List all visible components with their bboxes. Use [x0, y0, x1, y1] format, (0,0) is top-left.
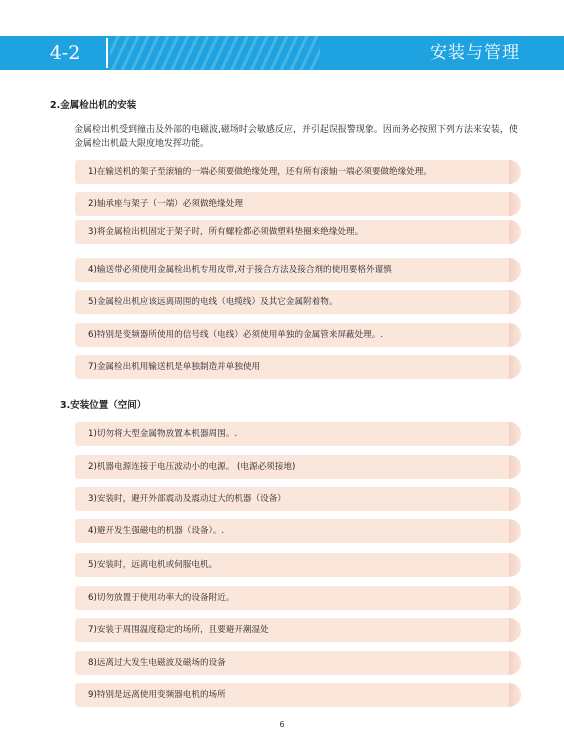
location-item-7-text: 7)安装于周围温度稳定的场所，且要避开潮湿处: [88, 625, 269, 635]
location-item-7: [75, 618, 521, 642]
location-item-9: [75, 683, 521, 707]
install-item-4-text: 4)输送带必须使用金属检出机专用皮带,对于接合方法及接合剂的使用要格外谨慎: [88, 265, 392, 275]
location-item-6-text: 6)切勿放置于使用功率大的设备附近。: [88, 593, 235, 603]
location-item-1: [75, 422, 521, 446]
install-item-4: [75, 258, 521, 282]
location-item-8-text: 8)远离过大发生电磁波及磁场的设备: [88, 658, 226, 668]
location-item-3: [75, 487, 521, 511]
location-item-1-text: 1)切勿将大型金属物放置本机器周围。.: [88, 429, 238, 439]
chapter-code: 4-2: [49, 42, 81, 64]
section-2-intro: 金属检出机受到撞击及外部的电磁波,磁场时会敏感反应，并引起误报警现象。因而务必按照下列方法来安装，使金属检出机最大限度地发挥功能。: [74, 125, 518, 149]
install-item-2-text: 2)轴承座与架子（一端）必须做绝缘处理: [88, 199, 243, 209]
section-3-heading: 3.安装位置（空间）: [60, 400, 147, 411]
location-item-5-text: 5)安装时，远离电机或伺服电机。: [88, 560, 218, 570]
location-item-2: [75, 455, 521, 479]
install-item-1: [75, 160, 521, 184]
location-item-6: [75, 586, 521, 610]
page-title: 安装与管理: [430, 43, 520, 63]
location-item-5: [75, 553, 521, 577]
install-item-6: [75, 323, 521, 347]
location-item-3-text: 3)安装时，避开外部震动及震动过大的机器（设备）: [88, 494, 286, 504]
install-item-7: [75, 355, 521, 379]
install-item-7-text: 7)金属检出机用输送机是单独制造并单独使用: [88, 362, 261, 372]
location-item-8: [75, 651, 521, 675]
location-item-4: [75, 519, 521, 543]
install-item-5-text: 5)金属检出机应该远离周围的电线（电缆线）及其它金属附着物。: [88, 297, 338, 307]
install-item-6-text: 6)特别是变频器所使用的信号线（电线）必须使用单独的金属管来屏蔽处理。.: [88, 330, 384, 340]
location-item-2-text: 2)机器电源连接于电压波动小的电源。 (电源必须接地): [88, 462, 296, 472]
install-item-2: [75, 192, 521, 216]
location-item-4-text: 4)避开发生强磁电的机器（设备）。.: [88, 526, 225, 536]
section-2-heading: 2.金属检出机的安装: [50, 100, 137, 111]
page-number: 6: [279, 720, 285, 729]
install-item-1-text: 1)在输送机的架子至滚轴的一端必须要做绝缘处理，还有所有滚轴一端必须要做绝缘处理。: [88, 167, 432, 177]
install-item-5: [75, 290, 521, 314]
install-item-3-text: 3)将金属检出机固定于架子时，所有螺栓都必须做塑料垫圈来绝缘处理。: [88, 227, 364, 237]
install-item-3: [75, 220, 521, 244]
location-item-9-text: 9)特别是远离使用变频器电机的场所: [88, 690, 226, 700]
